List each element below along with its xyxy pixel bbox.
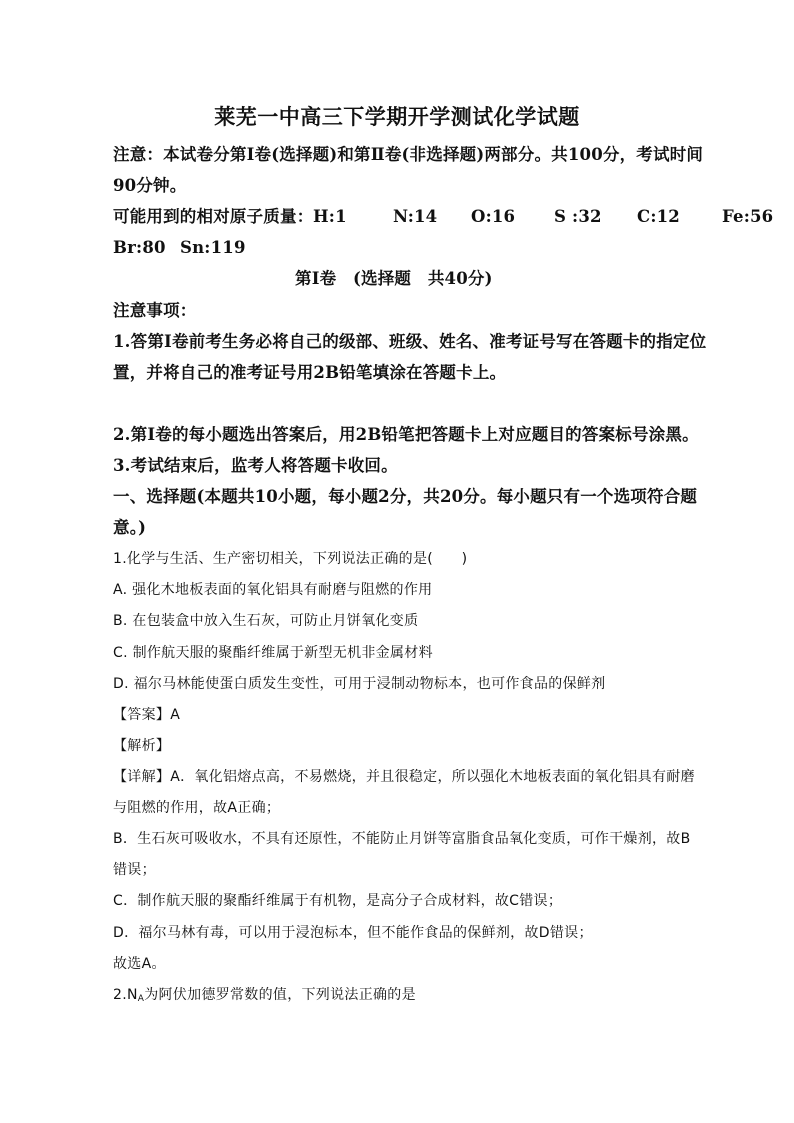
question-1-analysis-label: 【解析】	[113, 738, 171, 754]
question-2-stem-rest: 为阿伏加德罗常数的值，下列说法正确的是	[144, 987, 416, 1003]
question-1-detail-line-2: 与阻燃的作用，故A正确；	[113, 800, 281, 816]
atomic-mass-line-2	[113, 240, 413, 260]
notice-line-1: 注意：本试卷分第Ⅰ卷(选择题)和第Ⅱ卷(非选择题)两部分。共100分，考试时间	[113, 145, 704, 164]
part-1-heading-line-2: 意。)	[113, 518, 147, 537]
atomic-mass-h: H:1	[313, 207, 347, 226]
atomic-mass-o: O:16	[471, 207, 516, 226]
question-2-stem	[113, 988, 416, 1004]
atomic-mass-fe: Fe:56	[722, 207, 774, 226]
instruction-1-line-1: 1.答第Ⅰ卷前考生务必将自己的级部、班级、姓名、准考证号写在答题卡的指定位	[113, 332, 707, 351]
notice-line-2: 90分钟。	[113, 176, 187, 195]
question-1-detail-line-6: D．福尔马林有毒，可以用于浸泡标本，但不能作食品的保鲜剂，故D错误；	[113, 925, 593, 941]
question-1-option-d: D. 福尔马林能使蛋白质发生变性，可用于浸制动物标本，也可作食品的保鲜剂	[113, 676, 606, 692]
instructions-heading: 注意事项：	[113, 301, 197, 320]
question-1-stem: 1.化学与生活、生产密切相关，下列说法正确的是( )	[113, 551, 468, 567]
question-1-detail-line-1: 【详解】A．氧化铝熔点高，不易燃烧，并且很稳定，所以强化木地板表面的氧化铝具有耐磨	[113, 769, 695, 785]
instruction-3: 3.考试结束后，监考人将答题卡收回。	[113, 456, 398, 475]
instruction-1-line-2: 置，并将自己的准考证号用2B铅笔填涂在答题卡上。	[113, 363, 507, 382]
atomic-mass-s: S :32	[554, 207, 602, 226]
atomic-mass-n: N:14	[393, 207, 438, 226]
part-1-heading-line-1: 一、选择题(本题共10小题，每小题2分，共20分。每小题只有一个选项符合题	[113, 487, 698, 506]
question-1-detail-line-3: B．生石灰可吸收水，不具有还原性，不能防止月饼等富脂食品氧化变质，可作干燥剂，故B	[113, 831, 691, 847]
question-1-option-c: C. 制作航天服的聚酯纤维属于新型无机非金属材料	[113, 645, 433, 661]
question-2-subscript: A	[137, 994, 145, 1004]
question-1-option-a: A. 强化木地板表面的氧化铝具有耐磨与阻燃的作用	[113, 582, 433, 598]
atomic-mass-c: C:12	[637, 207, 680, 226]
atomic-mass-sn: Sn:119	[180, 238, 246, 257]
atomic-mass-line	[113, 207, 774, 229]
question-2-prefix: 2.N	[113, 987, 138, 1003]
question-1-answer: 【答案】A	[113, 707, 181, 723]
question-1-conclusion: 故选A。	[113, 956, 166, 972]
atomic-mass-label: 可能用到的相对原子质量：	[113, 207, 314, 226]
question-1-detail-line-4: 错误；	[113, 862, 156, 878]
section-1-heading: 第Ⅰ卷 (选择题 共40分)	[295, 269, 493, 288]
instruction-2: 2.第Ⅰ卷的每小题选出答案后，用2B铅笔把答题卡上对应题目的答案标号涂黑。	[113, 425, 699, 444]
exam-title: 莱芜一中高三下学期开学测试化学试题	[214, 104, 580, 129]
question-1-detail-line-5: C．制作航天服的聚酯纤维属于有机物，是高分子合成材料，故C错误；	[113, 893, 563, 909]
question-1-option-b: B. 在包装盒中放入生石灰，可防止月饼氧化变质	[113, 613, 419, 629]
atomic-mass-br: Br:80	[113, 238, 166, 257]
